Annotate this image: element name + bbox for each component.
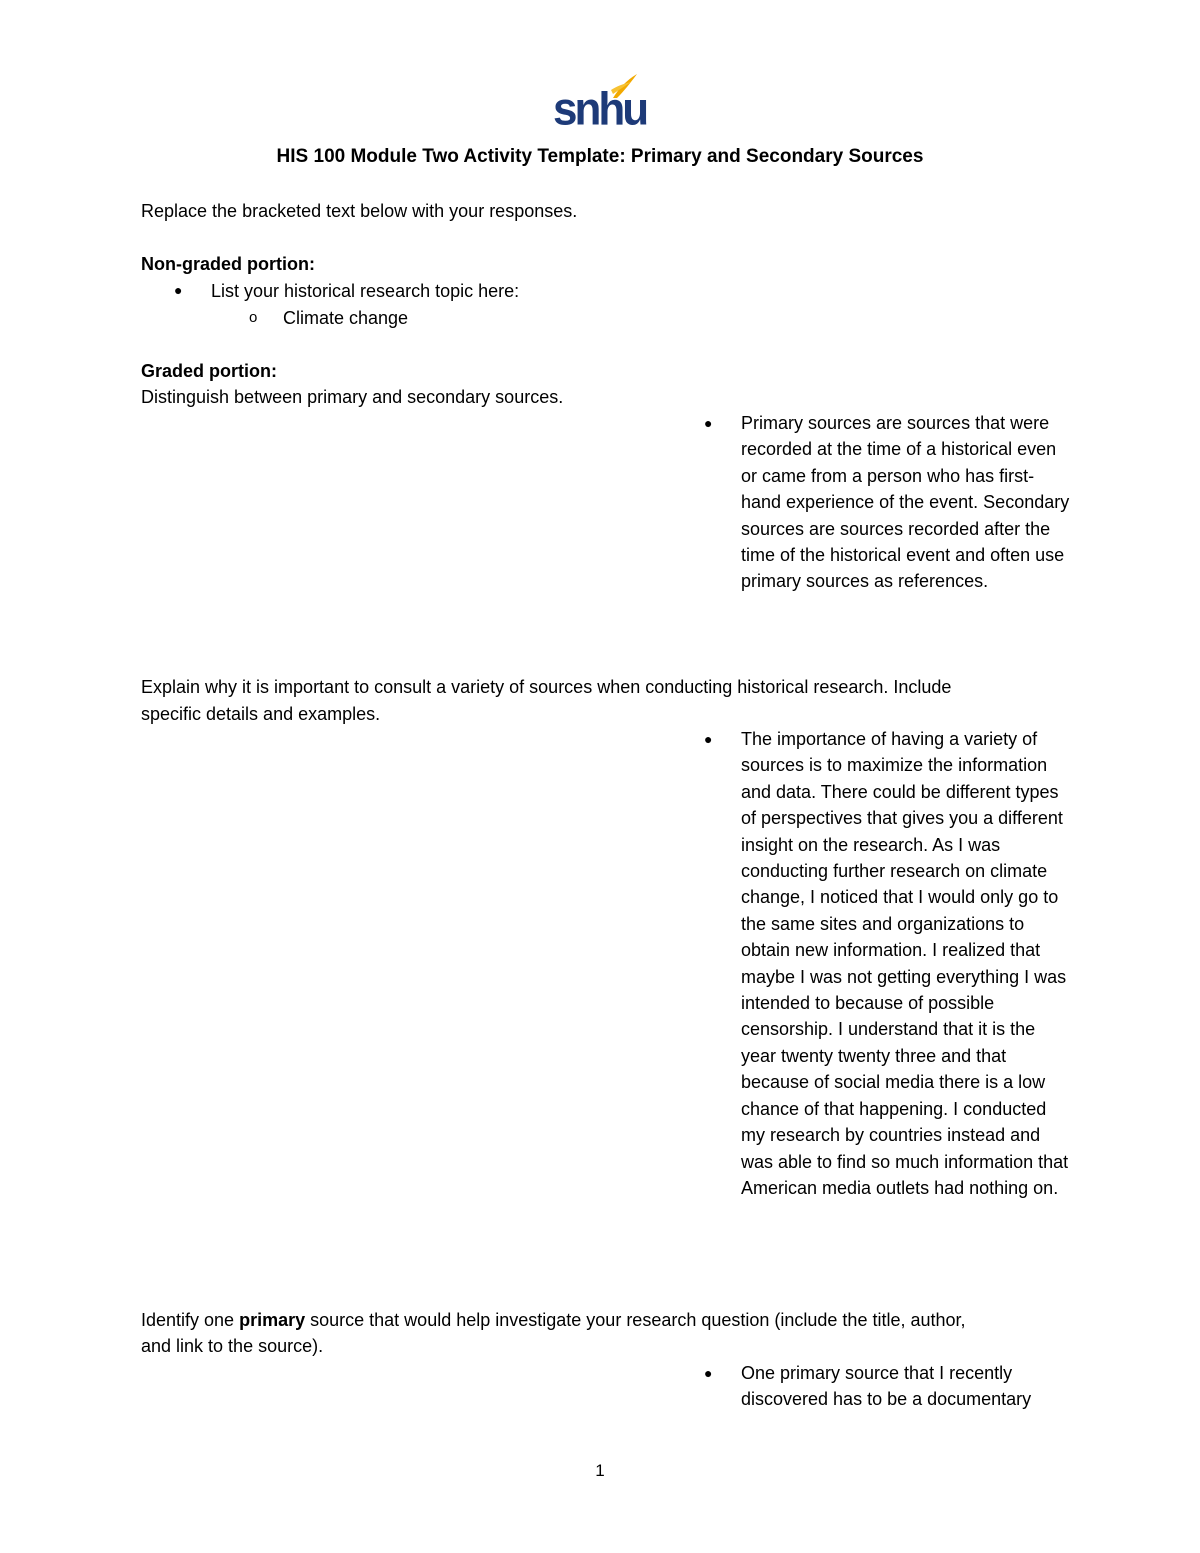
answer-3: One primary source that I recently discovered has to be a documentary <box>741 1363 1032 1410</box>
answer-1: Primary sources are sources that were recorded at the time of a historical even or came from a person who has first-hand experience of the event. Secondary sources are sources recorded after the time of the historical event and often use primary sources as references. <box>741 413 1070 592</box>
question-2-line-1: Explain why it is important to consult a variety of sources when conducting historical research. Include <box>141 677 952 697</box>
bullet-icon: ● <box>704 415 713 431</box>
topic-label: List your historical research topic here: <box>211 281 520 301</box>
page-number: 1 <box>595 1461 605 1480</box>
document-title: HIS 100 Module Two Activity Template: Primary and Secondary Sources <box>276 146 924 167</box>
graded-heading: Graded portion: <box>141 361 277 381</box>
topic-answer: Climate change <box>283 308 409 328</box>
question-3-line-1 <box>141 1307 966 1333</box>
question-3-post: source that would help investigate your research question (include the title, author, <box>305 1310 966 1330</box>
bullet-icon: ● <box>704 1365 713 1381</box>
question-2-line-2: specific details and examples. <box>141 704 381 724</box>
bullet-icon: ● <box>174 282 183 298</box>
sub-bullet-icon: o <box>249 309 258 326</box>
non-graded-heading: Non-graded portion: <box>141 254 315 274</box>
instructions-text: Replace the bracketed text below with your responses. <box>141 201 578 221</box>
answer-2: The importance of having a variety of sources is to maximize the information and data. There could be different types of perspectives that gives you a different insight on the research. As I was conducting further research on climate change, I noticed that I would only go to the same sites and organizations to obtain new information. I realized that maybe I was not getting everything I was intended to because of possible censorship. I understand that it is the year twenty twenty three and that because of social media there is a low chance of that happening. I conducted my research by countries instead and was able to find so much information that American media outlets had nothing on. <box>741 729 1069 1198</box>
bullet-icon: ● <box>704 731 713 747</box>
question-3-line-2: and link to the source). <box>141 1336 324 1356</box>
question-3-pre: Identify one <box>141 1310 240 1330</box>
question-1: Distinguish between primary and secondary sources. <box>141 387 564 407</box>
snhu-logo <box>553 72 647 136</box>
question-3-bold: primary <box>239 1310 306 1330</box>
logo-wordmark: snhu <box>553 83 647 136</box>
